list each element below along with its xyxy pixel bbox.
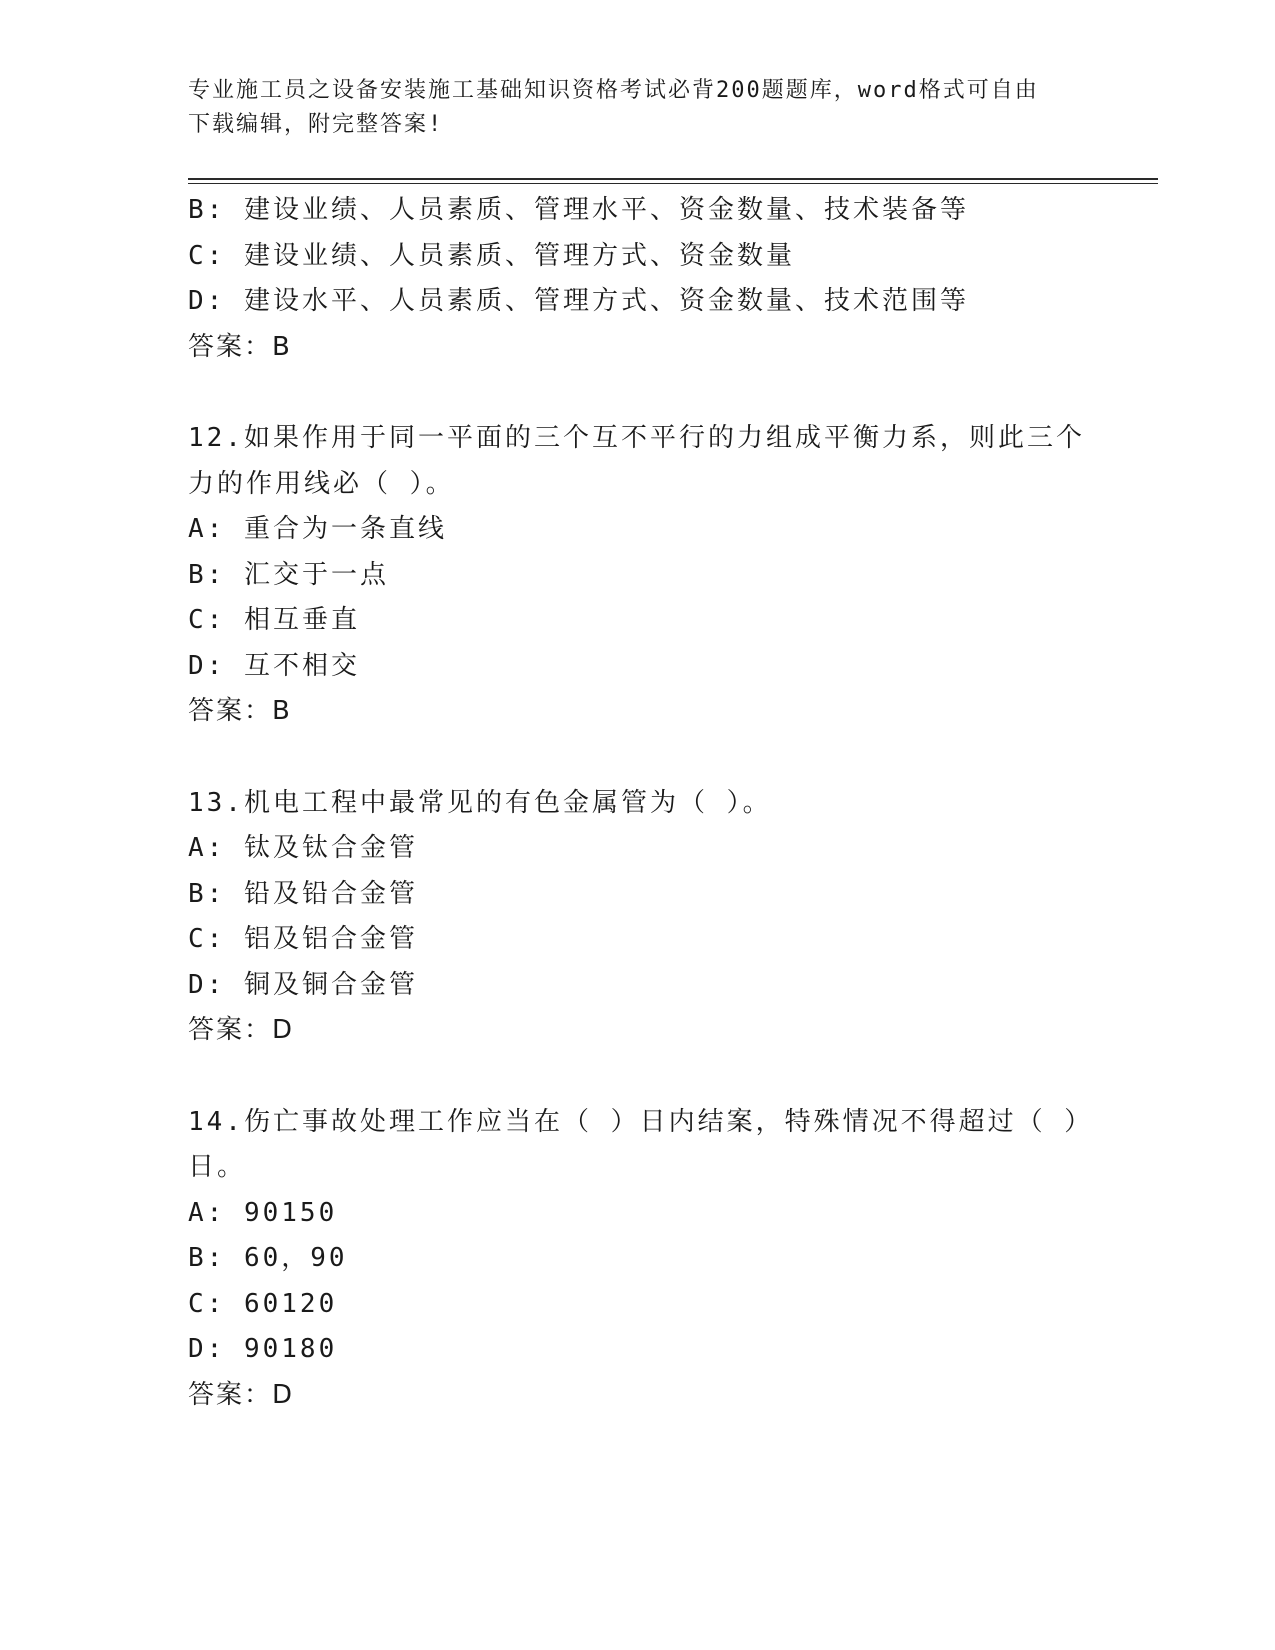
question-14 [188, 1100, 1094, 1419]
option-c: C: 相互垂直 [188, 605, 360, 635]
option-d: D: 互不相交 [188, 650, 360, 681]
option-b: B: 铅及铅合金管 [188, 878, 418, 909]
option-d: D: 建设水平、人员素质、管理方式、资金数量、技术范围等 [188, 286, 969, 316]
option-a: A: 钛及钛合金管 [188, 833, 418, 863]
question-13 [188, 781, 1088, 1054]
option-b: B: 汇交于一点 [188, 559, 389, 590]
answer-line: 答案：D [188, 1015, 295, 1045]
question-stem: 14.伤亡事故处理工作应当在（ ）日内结案，特殊情况不得超过（ ） [188, 1106, 1094, 1137]
option-d: D: 铜及铜合金管 [188, 969, 418, 1000]
option-a: A: 90150 [188, 1197, 338, 1228]
answer-line: 答案：B [188, 331, 292, 362]
question-stem: 13.机电工程中最常见的有色金属管为（ ）。 [188, 787, 772, 818]
option-b: B: 60，90 [188, 1243, 348, 1273]
document-header [188, 74, 1088, 142]
header-rule-thin [188, 183, 1158, 184]
question-11-tail [188, 188, 1088, 370]
document-body [188, 188, 1094, 1418]
answer-line: 答案：D [188, 1379, 295, 1410]
option-d: D: 90180 [188, 1334, 338, 1364]
option-b: B: 建设业绩、人员素质、管理水平、资金数量、技术装备等 [188, 195, 969, 225]
question-stem: 12.如果作用于同一平面的三个互不平行的力组成平衡力系，则此三个 [188, 423, 1085, 453]
header-line-1: 专业施工员之设备安装施工基础知识资格考试必背200题题库，word格式可自由 [188, 78, 1039, 103]
option-a: A: 重合为一条直线 [188, 514, 447, 544]
question-stem-continued: 日。 [188, 1152, 247, 1182]
header-rule-thick [188, 178, 1158, 180]
option-c: C: 建设业绩、人员素质、管理方式、资金数量 [188, 240, 795, 271]
spacer [188, 370, 1088, 416]
question-12 [188, 416, 1088, 735]
option-c: C: 60120 [188, 1288, 338, 1319]
question-stem-continued: 力的作用线必（ ）。 [188, 468, 455, 499]
spacer [188, 735, 1088, 781]
option-c: C: 铝及铝合金管 [188, 924, 418, 954]
answer-line: 答案：B [188, 696, 292, 726]
header-line-2: 下载编辑，附完整答案! [188, 112, 444, 137]
spacer [188, 1054, 1088, 1100]
